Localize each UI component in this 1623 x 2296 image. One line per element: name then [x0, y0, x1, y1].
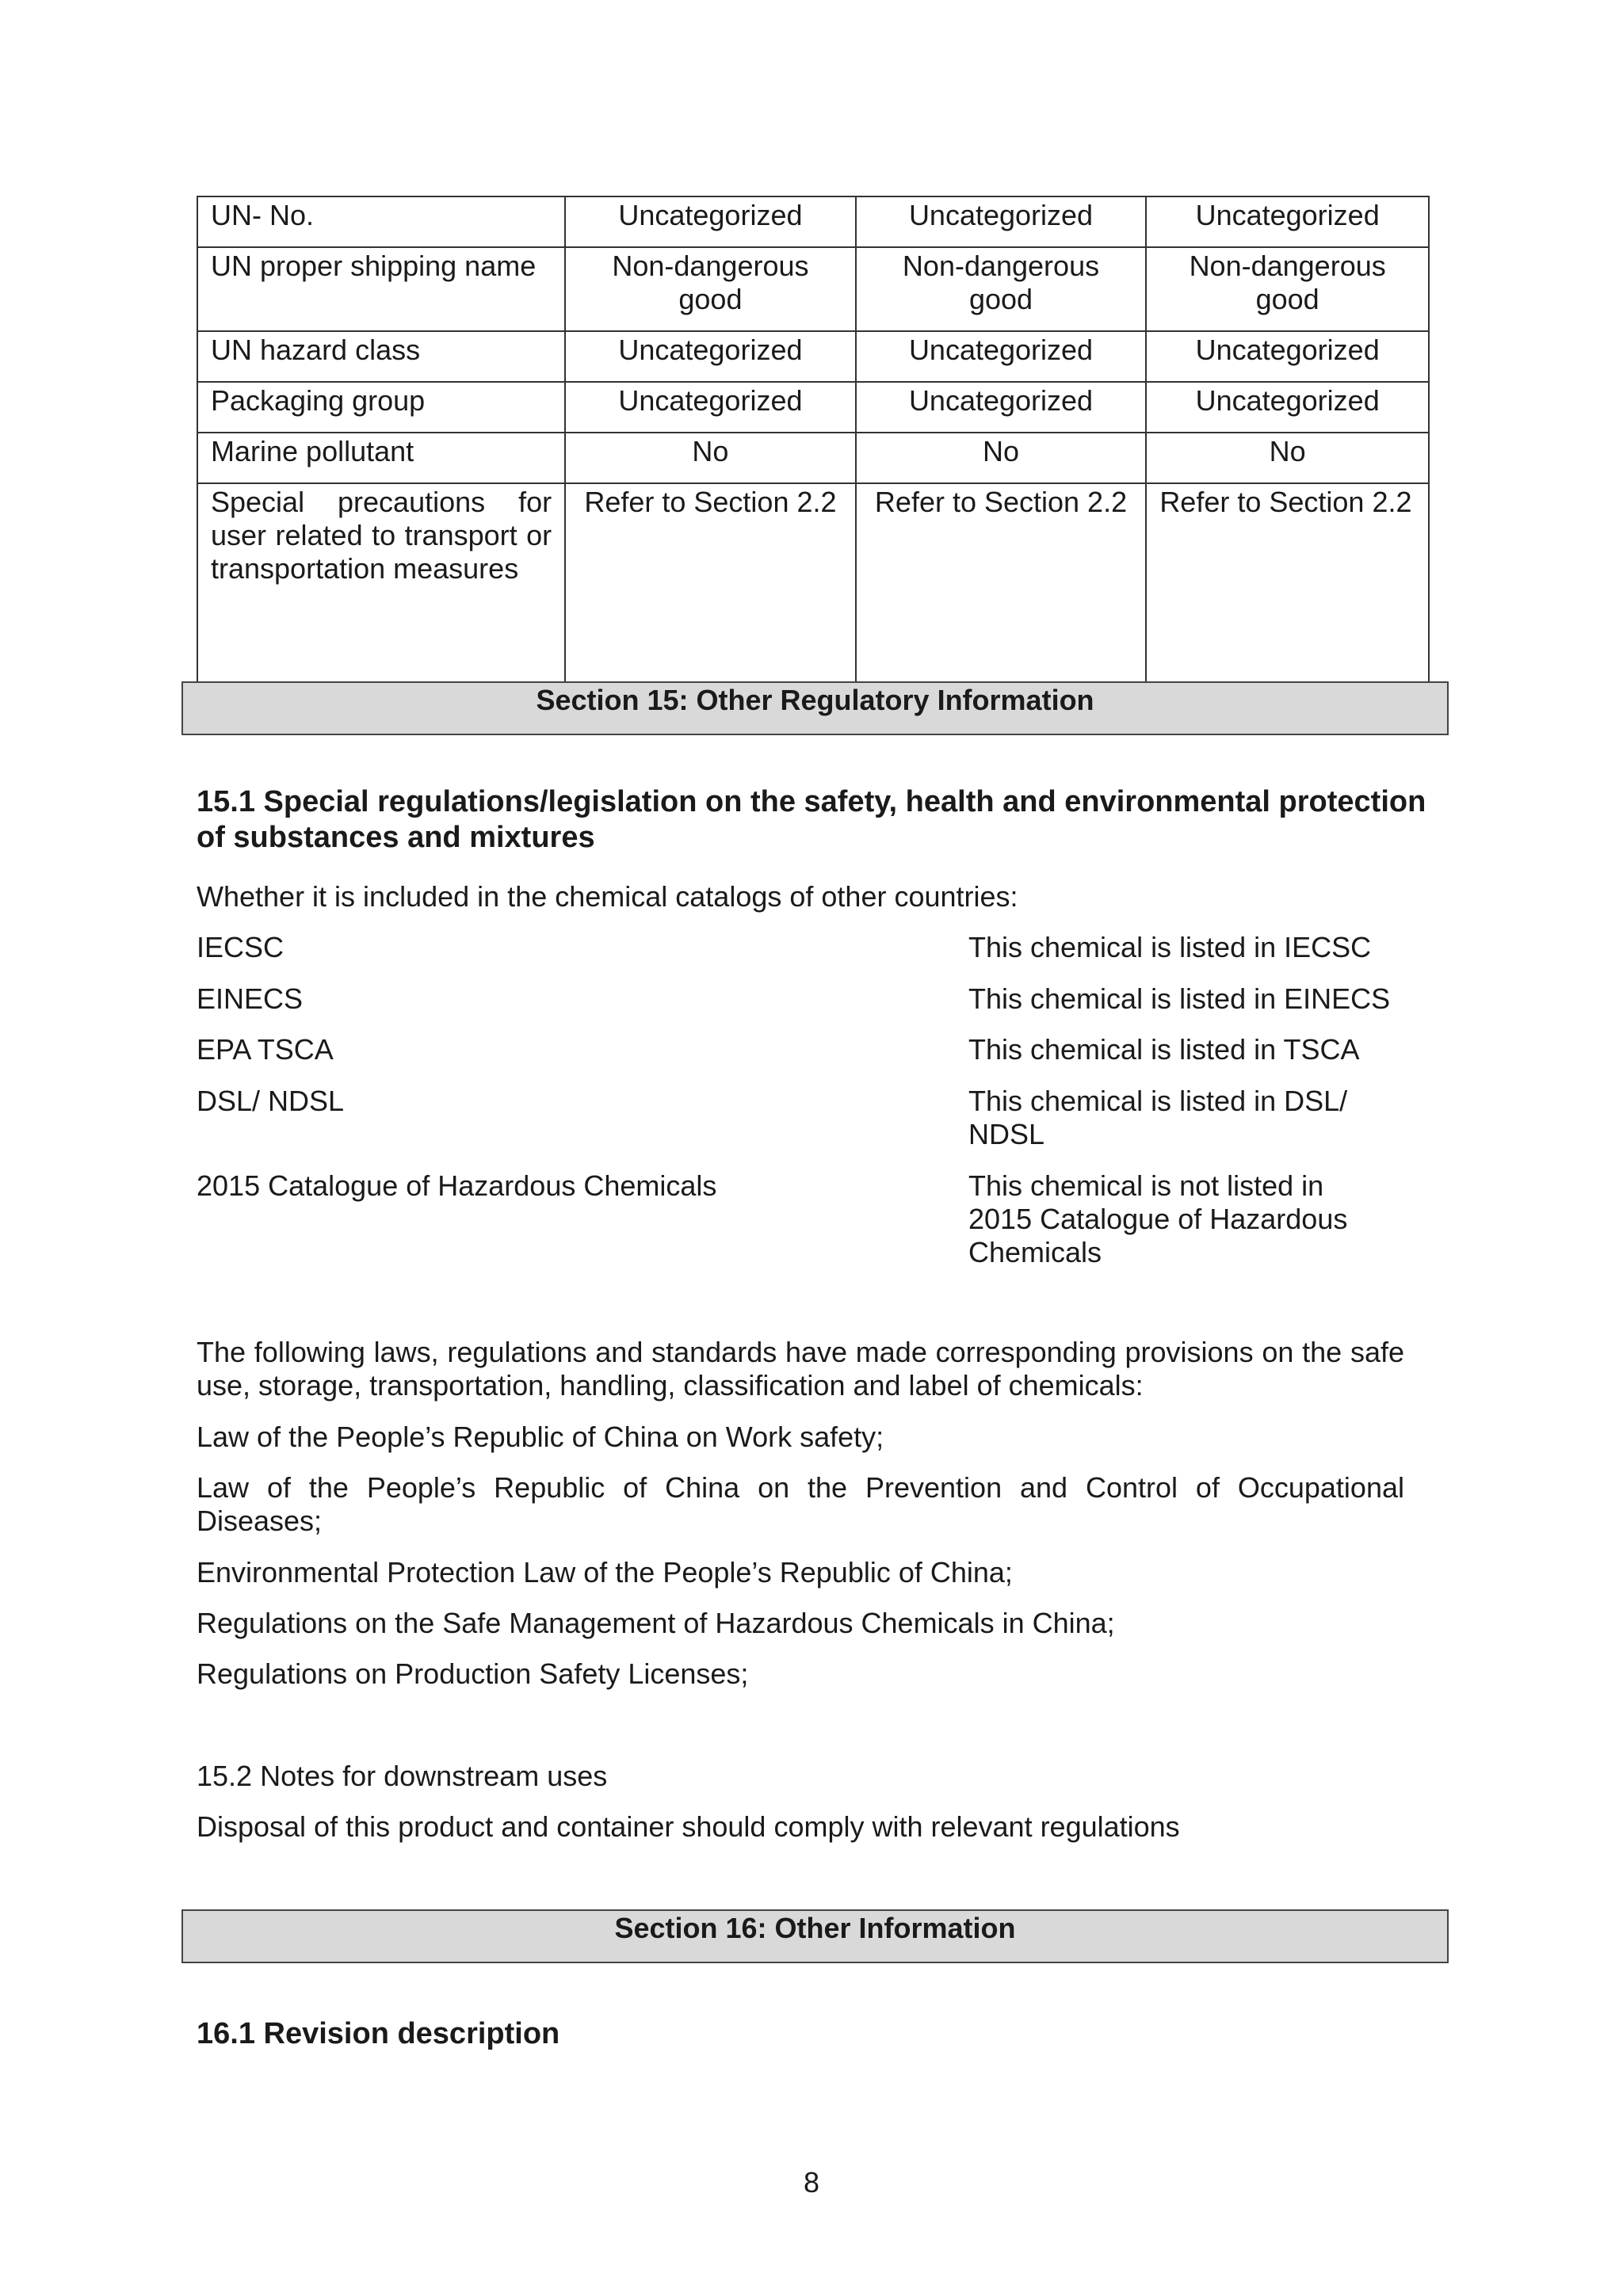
table-cell-label: UN- No.: [197, 196, 565, 247]
law-item: Law of the People’s Republic of China on Work safety;: [197, 1421, 884, 1453]
section-15-2-heading: 15.2 Notes for downstream uses: [197, 1760, 608, 1792]
table-cell: Uncategorized: [1146, 382, 1429, 433]
catalog-status: This chemical is listed in IECSC: [968, 931, 1372, 963]
table-cell-label: Marine pollutant: [197, 433, 565, 483]
catalog-status: This chemical is not listed in 2015 Catalogue of Hazardous Chemicals: [968, 1169, 1348, 1268]
table-row: [197, 382, 1429, 433]
table-cell: Non-dangerous good: [1146, 247, 1429, 331]
law-item: Regulations on the Safe Management of Hazardous Chemicals in China;: [197, 1607, 1115, 1639]
table-cell: Uncategorized: [1146, 196, 1429, 247]
table-row: [197, 483, 1429, 683]
catalog-name: IECSC: [197, 931, 285, 963]
section-16-header: Section 16: Other Information: [181, 1909, 1449, 1963]
section-15-2-text: Disposal of this product and container should comply with relevant regulations: [197, 1810, 1180, 1843]
law-item: Environmental Protection Law of the People’s Republic of China;: [197, 1556, 1013, 1589]
law-item: Regulations on Production Safety Licenses;: [197, 1657, 749, 1690]
catalog-name: EINECS: [197, 982, 304, 1015]
table-cell-label: Packaging group: [197, 382, 565, 433]
catalog-name: 2015 Catalogue of Hazardous Chemicals: [197, 1169, 717, 1202]
section-16-1-heading: 16.1 Revision description: [197, 2017, 560, 2050]
table-cell: Uncategorized: [1146, 331, 1429, 382]
table-cell: Uncategorized: [856, 331, 1147, 382]
table-cell: No: [856, 433, 1147, 483]
table-cell: No: [1146, 433, 1429, 483]
catalog-status: This chemical is listed in TSCA: [968, 1033, 1360, 1066]
table-cell: Refer to Section 2.2: [1146, 483, 1429, 683]
table-cell: Refer to Section 2.2: [856, 483, 1147, 683]
table-cell-label: Special precautions for user related to transport or transportation measures: [197, 483, 565, 683]
transport-info-table: [197, 196, 1430, 684]
section-15-header: Section 15: Other Regulatory Information: [181, 681, 1449, 735]
page-number: 8: [803, 2166, 820, 2199]
table-cell: Uncategorized: [856, 196, 1147, 247]
table-cell-label: UN proper shipping name: [197, 247, 565, 331]
table-cell: Refer to Section 2.2: [565, 483, 856, 683]
table-row: [197, 433, 1429, 483]
table-row: [197, 247, 1429, 331]
table-cell: Non-dangerous good: [856, 247, 1147, 331]
table-row: [197, 196, 1429, 247]
catalog-status: This chemical is listed in DSL/ NDSL: [968, 1085, 1348, 1150]
law-item: Law of the People’s Republic of China on the Prevention and Control of Occupational Diseases;: [197, 1471, 1404, 1537]
laws-intro: The following laws, regulations and standards have made corresponding provisions on the safe use, storage, transportation, handling, classification and label of chemicals:: [197, 1336, 1404, 1402]
table-cell: Uncategorized: [856, 382, 1147, 433]
table-cell: Uncategorized: [565, 331, 856, 382]
table-cell: Uncategorized: [565, 196, 856, 247]
table-row: [197, 331, 1429, 382]
table-cell-label: UN hazard class: [197, 331, 565, 382]
catalog-name: EPA TSCA: [197, 1033, 334, 1066]
catalog-status: This chemical is listed in EINECS: [968, 982, 1391, 1015]
section-15-1-heading: 15.1 Special regulations/legislation on the safety, health and environmental protection of substances and mixtures: [197, 785, 1426, 854]
catalog-name: DSL/ NDSL: [197, 1085, 345, 1117]
table-cell: No: [565, 433, 856, 483]
catalog-intro: Whether it is included in the chemical catalogs of other countries:: [197, 880, 1018, 913]
table-cell: Uncategorized: [565, 382, 856, 433]
table-cell: Non-dangerous good: [565, 247, 856, 331]
